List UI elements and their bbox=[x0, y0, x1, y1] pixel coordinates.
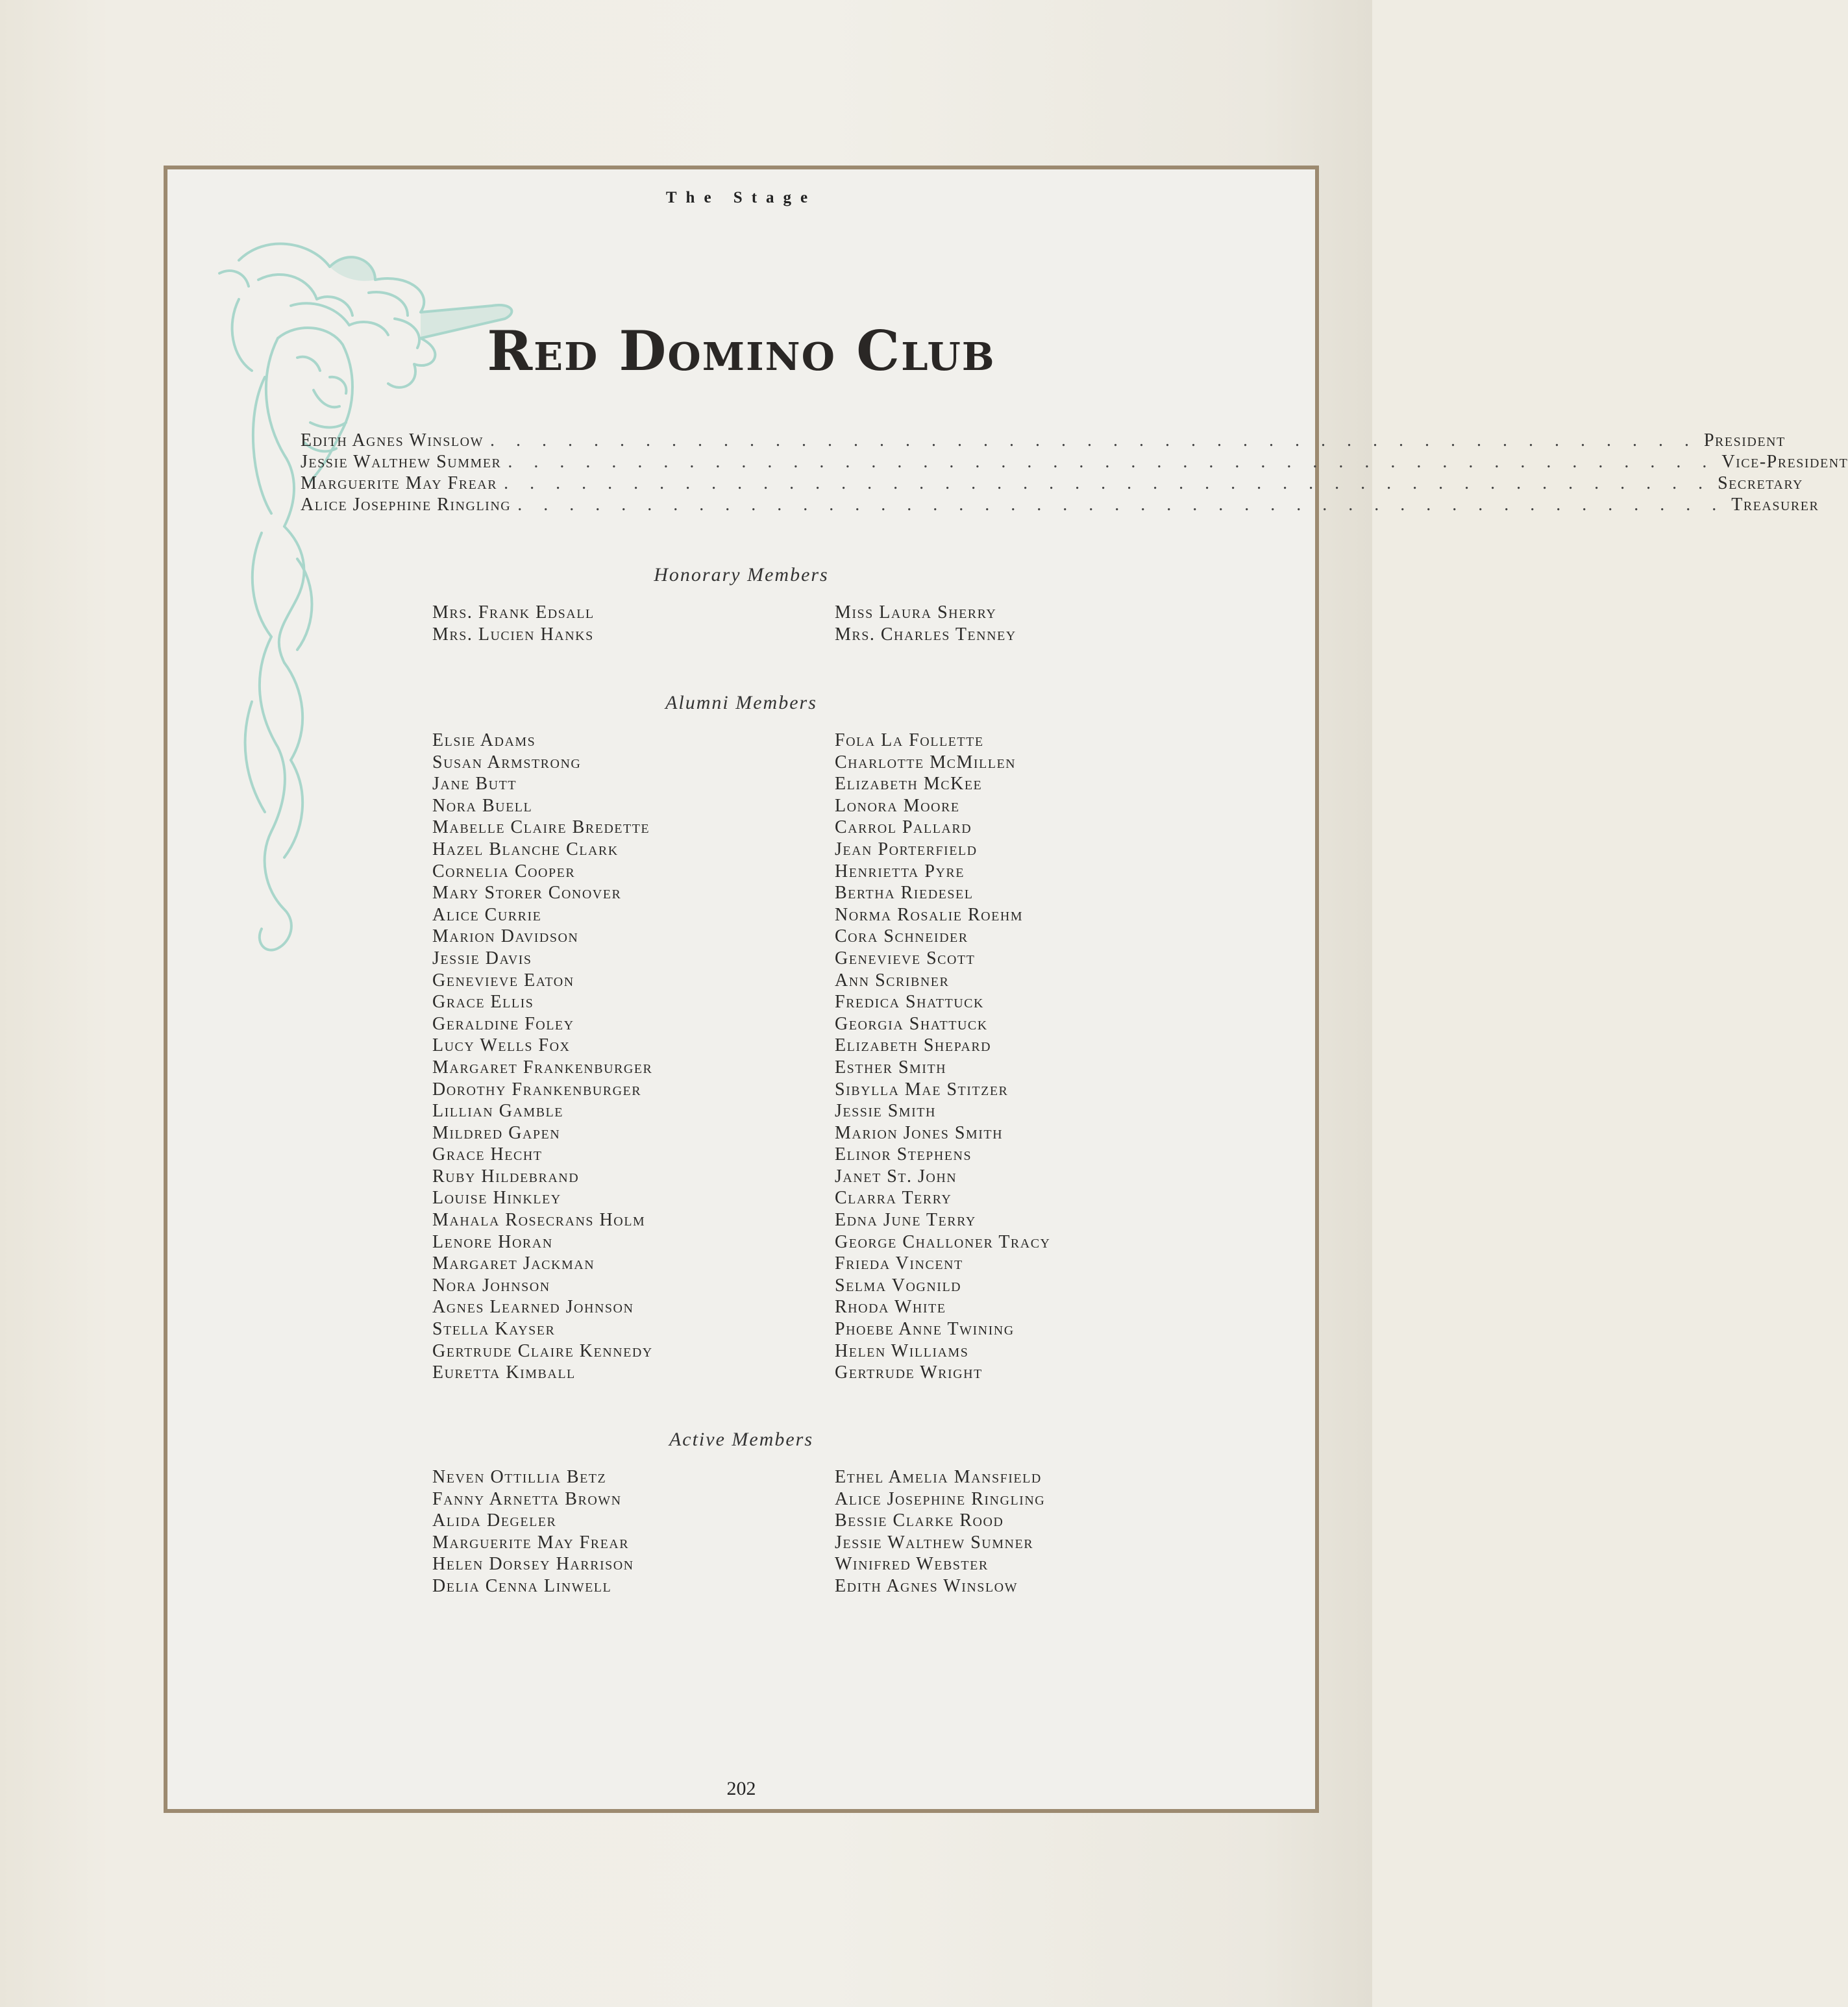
member-name: Lucy Wells Fox bbox=[432, 1035, 571, 1056]
page-frame bbox=[164, 166, 1848, 1813]
leader-dots: . . . . . . . . . . . . . . . . . . . . . . . . . . . . . . . . . . . . . . . . . . . . . . . bbox=[517, 495, 1725, 515]
running-head: The Stage bbox=[665, 189, 817, 206]
member-name: Marguerite May Frear bbox=[432, 1532, 630, 1553]
member-name: Marion Davidson bbox=[432, 926, 579, 947]
member-name: Jean Porterfield bbox=[835, 839, 978, 859]
member-name: Hazel Blanche Clark bbox=[432, 839, 619, 859]
member-name: Grace Hecht bbox=[432, 1144, 543, 1165]
member-name: Bessie Clarke Rood bbox=[835, 1510, 1004, 1531]
honorary-right-column bbox=[835, 602, 1237, 645]
member-name: Frieda Vincent bbox=[835, 1253, 963, 1274]
member-name: Elizabeth Shepard bbox=[835, 1035, 992, 1056]
member-name: Carrol Pallard bbox=[835, 817, 972, 838]
member-name: Fola La Follette bbox=[835, 730, 984, 750]
active-left-column bbox=[432, 1466, 835, 1597]
member-name: Winifred Webster bbox=[835, 1554, 989, 1575]
member-name: Fredica Shattuck bbox=[835, 992, 984, 1013]
member-name: Ethel Amelia Mansfield bbox=[835, 1467, 1042, 1487]
member-name: Agnes Learned Johnson bbox=[432, 1297, 634, 1318]
club-title: Red Domino Club bbox=[487, 319, 996, 383]
member-name: Jessie Davis bbox=[432, 948, 532, 968]
member-name: Cora Schneider bbox=[835, 926, 968, 947]
officers-list bbox=[301, 430, 1848, 516]
page-number: 202 bbox=[726, 1778, 756, 1799]
member-name: Norma Rosalie Roehm bbox=[835, 904, 1024, 925]
member-name: Lonora Moore bbox=[835, 795, 960, 816]
member-name: Mrs. Frank Edsall bbox=[432, 602, 595, 622]
member-name: Grace Ellis bbox=[432, 992, 534, 1013]
member-name: Genevieve Eaton bbox=[432, 970, 574, 991]
officer-row bbox=[301, 473, 1804, 495]
leader-dots: . . . . . . . . . . . . . . . . . . . . . . . . . . . . . . . . . . . . . . . . . . . . . . . bbox=[504, 473, 1712, 493]
member-name: Margaret Jackman bbox=[432, 1253, 595, 1274]
officer-row bbox=[301, 430, 1786, 452]
officer-name: Alice Josephine Ringling bbox=[301, 495, 511, 515]
member-name: Jessie Smith bbox=[835, 1101, 936, 1122]
member-name: Marion Jones Smith bbox=[835, 1122, 1004, 1143]
member-name: Susan Armstrong bbox=[432, 752, 582, 772]
alumni-heading: Alumni Members bbox=[665, 692, 817, 713]
member-name: Jane Butt bbox=[432, 774, 517, 794]
member-name: Cornelia Cooper bbox=[432, 861, 576, 881]
member-name: Elizabeth McKee bbox=[835, 774, 983, 794]
member-name: Alice Currie bbox=[432, 904, 542, 925]
member-name: Henrietta Pyre bbox=[835, 861, 965, 881]
officer-role: President bbox=[1703, 430, 1786, 450]
member-name: Selma Vognild bbox=[835, 1275, 962, 1296]
member-name: Miss Laura Sherry bbox=[835, 602, 997, 622]
officer-row bbox=[301, 452, 1848, 473]
member-name: Ruby Hildebrand bbox=[432, 1166, 580, 1187]
member-name: Genevieve Scott bbox=[835, 948, 976, 968]
member-name: Gertrude Claire Kennedy bbox=[432, 1340, 653, 1361]
member-name: Nora Johnson bbox=[432, 1275, 550, 1296]
member-name: Alida Degeler bbox=[432, 1510, 557, 1531]
member-name: Bertha Riedesel bbox=[835, 883, 974, 904]
member-name: Stella Kayser bbox=[432, 1319, 556, 1340]
member-name: Clarra Terry bbox=[835, 1188, 952, 1209]
active-right-column bbox=[835, 1466, 1237, 1597]
officer-row bbox=[301, 495, 1819, 516]
member-name: Janet St. John bbox=[835, 1166, 957, 1187]
member-name: George Challoner Tracy bbox=[835, 1231, 1051, 1252]
member-name: Helen Williams bbox=[835, 1340, 969, 1361]
member-name: Charlotte McMillen bbox=[835, 752, 1016, 772]
officer-name: Jessie Walthew Summer bbox=[301, 452, 502, 472]
member-name: Edna June Terry bbox=[835, 1210, 976, 1231]
member-name: Phoebe Anne Twining bbox=[835, 1319, 1015, 1340]
member-name: Louise Hinkley bbox=[432, 1188, 561, 1209]
leader-dots: . . . . . . . . . . . . . . . . . . . . . . . . . . . . . . . . . . . . . . . . . . . . . . . bbox=[508, 452, 1716, 472]
member-name: Mabelle Claire Bredette bbox=[432, 817, 650, 838]
member-name: Delia Cenna Linwell bbox=[432, 1575, 612, 1596]
member-name: Nora Buell bbox=[432, 795, 533, 816]
member-name: Lenore Horan bbox=[432, 1231, 553, 1252]
alumni-right-column bbox=[835, 730, 1237, 1384]
alumni-left-column bbox=[432, 730, 835, 1384]
member-name: Esther Smith bbox=[835, 1057, 947, 1077]
member-name: Helen Dorsey Harrison bbox=[432, 1554, 634, 1575]
active-heading: Active Members bbox=[669, 1429, 814, 1450]
member-name: Edith Agnes Winslow bbox=[835, 1575, 1018, 1596]
leader-dots: . . . . . . . . . . . . . . . . . . . . . . . . . . . . . . . . . . . . . . . . . . . . . . . bbox=[489, 430, 1697, 450]
member-name: Mrs. Charles Tenney bbox=[835, 624, 1016, 645]
member-name: Mary Storer Conover bbox=[432, 883, 622, 904]
member-name: Lillian Gamble bbox=[432, 1101, 563, 1122]
member-name: Mahala Rosecrans Holm bbox=[432, 1210, 646, 1231]
member-name: Ann Scribner bbox=[835, 970, 950, 991]
member-name: Georgia Shattuck bbox=[835, 1013, 988, 1034]
member-name: Gertrude Wright bbox=[835, 1362, 983, 1383]
member-name: Elinor Stephens bbox=[835, 1144, 972, 1165]
member-name: Sibylla Mae Stitzer bbox=[835, 1079, 1009, 1100]
member-name: Euretta Kimball bbox=[432, 1362, 576, 1383]
officer-name: Edith Agnes Winslow bbox=[301, 430, 484, 450]
officer-role: Vice-President bbox=[1721, 452, 1848, 472]
member-name: Jessie Walthew Sumner bbox=[835, 1532, 1034, 1553]
officer-role: Secretary bbox=[1718, 473, 1804, 493]
honorary-heading: Honorary Members bbox=[654, 564, 829, 585]
member-name: Elsie Adams bbox=[432, 730, 536, 750]
officer-name: Marguerite May Frear bbox=[301, 473, 498, 493]
honorary-left-column bbox=[432, 602, 835, 645]
member-name: Dorothy Frankenburger bbox=[432, 1079, 642, 1100]
member-name: Rhoda White bbox=[835, 1297, 946, 1318]
member-name: Alice Josephine Ringling bbox=[835, 1488, 1046, 1509]
member-name: Mildred Gapen bbox=[432, 1122, 561, 1143]
officer-role: Treasurer bbox=[1731, 495, 1819, 515]
member-name: Mrs. Lucien Hanks bbox=[432, 624, 594, 645]
member-name: Neven Ottillia Betz bbox=[432, 1467, 607, 1487]
member-name: Geraldine Foley bbox=[432, 1013, 574, 1034]
member-name: Margaret Frankenburger bbox=[432, 1057, 653, 1077]
member-name: Fanny Arnetta Brown bbox=[432, 1488, 622, 1509]
